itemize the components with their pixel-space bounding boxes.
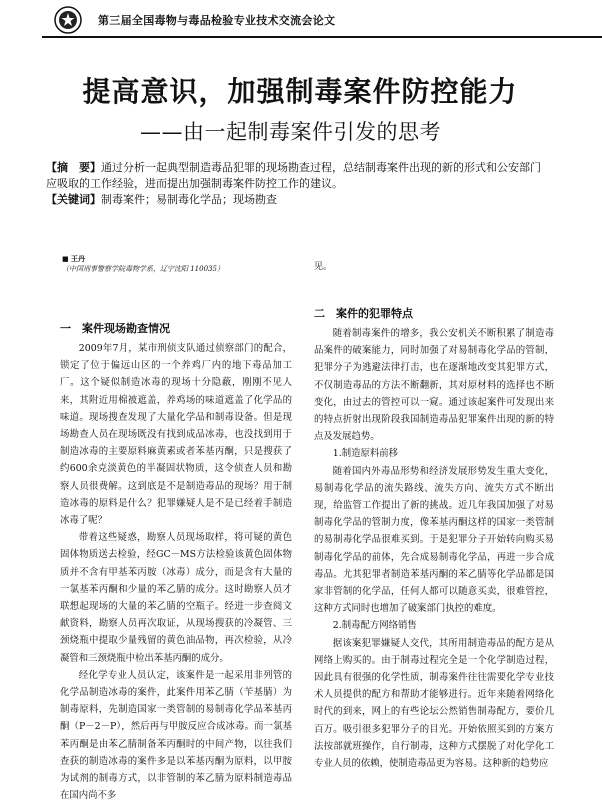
- abstract: [46, 160, 546, 192]
- paragraph: 随着制毒案件的增多，我公安机关不断积累了制造毒品案件的破案能力，同时加强了对易制毒化学品的管制，犯罪分子为逃避法律打击，也在逐渐地改变其犯罪方式，不仅制造毒品的方法不断翻新，其对原材料的选择也不断变化，由过去的管控可以一窥。通过该起案件可发现出来的特点折射出现阶段我国制造毒品犯罪案件出现的新的特点及发展趋势。: [314, 328, 554, 443]
- running-header: [42, 4, 582, 34]
- paragraph: 据该案犯罪嫌疑人交代，其所用制造毒品的配方是从网络上购买的。由于制毒过程完全是一个化学制造过程，因此具有很强的化学性质，制毒案件往往需要化学专业技术人员提供的配方和帮助才能够进行。近年来随着网络化时代的到来，网上的有些论坛公然销售制毒配方，要价几百万。吸引很多犯罪分子的目光。开始依照买到的方案方法按部就班操作，自行制毒，这种方式摆脱了对化学化工专业人员的依赖，使制造毒品更为容易。这种新的趋势应: [314, 637, 554, 770]
- keywords: [46, 192, 546, 208]
- section-heading-1: 一 案件现场勘查情况: [60, 322, 170, 335]
- paragraph: 2009年7月，某市刑侦支队通过侦察部门的配合，锁定了位于偏远山区的一个养鸡厂内的地下毒品加工厂。这个疑似制造冰毒的现场十分隐蔽，刚刚不见人来，其附近用棉被遮盖，养鸡场的味道遮盖了化学品的味道。现场搜查发现了大量化学品和制毒设备。但是现场勘查人员在现场既没有找到成品冰毒，也没找到用于制造冰毒的主要原料麻黄素或者苯基丙酮，只是搜获了约600余克淡黄色的半凝固状物质，这令侦查人员和勘察人员很费解。这到底是不是制造毒品的现场？用于制造冰毒的原料是什么？犯罪嫌疑人是不是已经着手制造冰毒了呢？: [60, 343, 292, 527]
- paragraph: 随着国内外毒品形势和经济发展形势发生重大变化，易制毒化学品的流失路线、流失方向、流失方式不断出现，给监管工作提出了新的挑战。近几年我国加强了对易制毒化学品的管制力度，像苯基丙酮这样的国家一类管制的易制毒化学品很难买到。于是犯罪分子开始转向购买易制毒化学品的前体，先合成易制毒化学品，再进一步合成毒品。尤其犯罪者制造苯基丙酮的苯乙腈等化学品都是国家非管制的化学品，任何人都可以随意买卖，很难管控，这种方式同时也增加了破案部门执控的难度。: [314, 465, 554, 615]
- header-rule: [42, 36, 602, 38]
- paper-title: 提高意识，加强制毒案件防控能力: [82, 75, 518, 108]
- paragraph: 经化学专业人员认定，该案件是一起采用非列管的化学品制造冰毒的案件，此案件用苯乙腈（苄基腈）为制毒原料，先制造国家一类管制的易制毒化学品苯基丙酮（P－2－P），然后再与甲胺反应合成冰毒。而一氯基苯丙酮是由苯乙腈制备苯丙酮时的中间产物，以往我们查获的制造冰毒的案件多是以苯基丙酮为原料，以甲胺为试剂的制毒方式，以非管制的苯乙腈为原料制造毒品在国内尚不多: [60, 669, 292, 802]
- subsection-heading-2: 2.制毒配方网络销售: [332, 620, 417, 632]
- keywords-text: 制毒案件；易制毒化学品；现场勘查: [101, 193, 277, 206]
- continuation-text: 见。: [314, 262, 333, 272]
- abstract-text: 通过分析一起典型制造毒品犯罪的现场勘查过程，总结制毒案件出现的新的形式和公安部门应吸取的工作经验，进而提出加强制毒案件防控工作的建议。: [46, 161, 541, 190]
- section-heading-2: 二 案件的犯罪特点: [314, 307, 413, 320]
- paper-subtitle: ——由一起制毒案件引发的思考: [140, 120, 441, 144]
- left-column: [60, 318, 292, 804]
- author-affiliation: （中国刑事警察学院毒物学系，辽宁沈阳 110035）: [62, 265, 224, 273]
- keywords-label: 【关键词】: [46, 193, 101, 206]
- author-block: [62, 254, 224, 274]
- right-column: [314, 303, 554, 772]
- police-emblem-icon: [54, 6, 82, 34]
- abstract-label: 【摘 要】: [46, 161, 101, 174]
- subsection-heading-1: 1.制造原料前移: [332, 448, 398, 460]
- paragraph: 带着这些疑惑，勘察人员现场取样，将可疑的黄色固体物质送去检验，经GC－MS方法检验该黄色固体物质并不含有甲基苯丙胺（冰毒）成分，而是含有大量的一氯基苯丙酮和少量的苯乙腈的成分。这时勘察人员才联想起现场的大量的苯乙腈的空瓶子。经进一步查阅文献资料，勘察人员再次取证，从现场搜获的冷凝管、三颈烧瓶中提取少量残留的黄色油品物，再次检验，从冷凝管和三颈烧瓶中检出苯基丙酮的成分。: [60, 532, 292, 664]
- journal-title: 第三届全国毒物与毒品检验专业技术交流会论文: [98, 14, 336, 27]
- author-name: ■ 王丹: [62, 254, 86, 263]
